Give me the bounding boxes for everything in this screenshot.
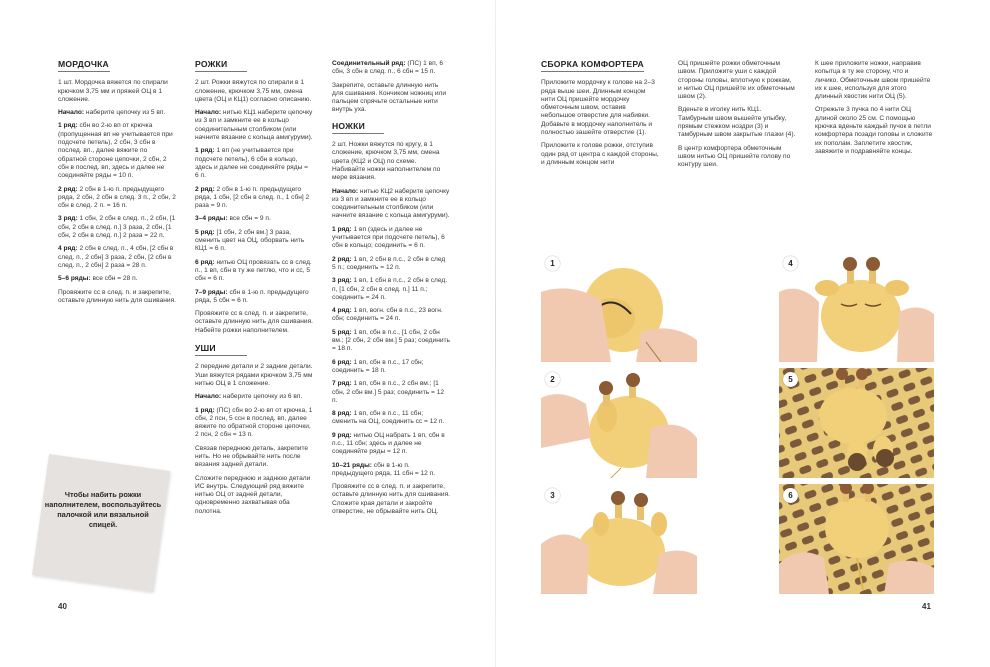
tip-text: Чтобы набить рожки наполнителем, воспользуйтесь палочкой или вязальной спицей. [44,490,162,529]
nozhki-start: Начало: нитью КЦ2 наберите цепочку из 3 вп и замкните ее в кольцо соединительным столбиком (или начните вязание с кольца амигуруми). [332,187,450,220]
mordochka-row-2: 2 ряд: 2 сбн в 1-ю п. предыдущего ряда, 2 сбн, 2 сбн в след. 3 п., 2 сбн, 2 сбн в след. 2 п. = 16 п. [58,185,176,210]
photo-number-3: 3 [545,488,560,503]
nozhki-row-6: 6 ряд: 1 вп, сбн в п.с., 17 сбн; соединить = 18 п. [332,358,424,374]
photo-step-2 [541,368,697,478]
photo-step-6 [779,484,934,594]
nozhki-closing: Провяжите сс в след. п. и закрепите, оставьте длинную нить для сшивания. Сложите края детали и закройте отверстие, не обрывайте нить ОЦ. [332,483,450,516]
photo-step-4 [779,252,934,362]
rozhki-row-1: 1 ряд: 1 вп (не учитывается при подсчете петель), 6 сбн в кольцо, здесь и далее не соединяйте ряды = 6 п. [195,147,309,180]
page-number-left: 40 [58,602,67,611]
soed-closing: Закрепите, оставьте длинную нить для сшивания. Кончиком ножниц или пальцем спрячьте остальные нити внутрь уха. [332,81,447,114]
mordochka-row-4: 4 ряд: 2 сбн в след. п., 4 сбн, [2 сбн в след. п., 2 сбн] 3 раза, 2 сбн, [2 сбн в след. п., 2 сбн] 2 раза = 28 п. [58,245,174,269]
mordochka-intro: 1 шт. Мордочка вяжется по спирали крючком 3,75 мм и пряжей ОЦ в 1 сложение. [58,79,168,103]
sborka-col3-para-1: К шее приложите ножки, направив копытца в ту же сторону, что и личико. Обметочным швом пришейте их к шее, используя для этого длинный хвостик нити ОЦ (5). [815,60,931,101]
rozhki-row-4: 5 ряд: [1 сбн, 2 сбн вм.] 3 раза, сменить цвет на ОЦ, оборвать нить КЦ1 = 6 п. [195,228,305,253]
sborka-col2-para-3: В центр комфортера обметочным швом нитью ОЦ пришейте голову по контуру шеи. [678,144,791,169]
photo-step-3-image [541,484,697,594]
mordochka-start: Начало: наберите цепочку из 5 вп. [58,109,166,117]
photo-step-2-image [541,368,697,478]
photo-number-5: 5 [783,372,798,387]
rozhki-start: Начало: нитью КЦ1 наберите цепочку из 3 вп и замкните ее в кольцо соединительным столбиком (или начните вязание с кольца амигуруми). [195,109,313,142]
ushi-intro: 2 передние детали и 2 задние детали. Уши вяжутся рядами крючком 3,75 мм нитью ОЦ в 1 сложение. [195,363,313,387]
nozhki-row-4: 4 ряд: 1 вп, вогн. сбн в п.с., 23 вогн. сбн; соединить = 24 п. [332,307,443,323]
ushi-para-1: Связав переднюю деталь, закрепите нить. Но не обрывайте нить после вязания задней детали. [195,444,309,469]
photo-step-5 [779,368,934,478]
ushi-para-2: Сложите переднюю и заднюю детали ИС внутрь. Следующий ряд вяжите нитью ОЦ от задней детали, одновременно захватывая оба полотна. [195,474,311,515]
nozhki-row-8: 8 ряд: 1 вп, сбн в п.с., 11 сбн; сменить на ОЦ, соединить сс = 12 п. [332,410,445,426]
photo-step-4-image [779,252,934,362]
rozhki-intro: 2 шт. Рожки вяжутся по спирали в 1 сложение, крючком 3,75 мм, смена цвета (ОЦ и КЦ1) согласно описанию. [195,79,312,103]
sborka-col3-para-2: Отрежьте 3 пучка по 4 нити ОЦ длиной около 25 см. С помощью крючка вденьте каждый пучок в петли комфортера позади головы и сложите их пополам. Заплетите хвостик, завяжите и подравняйте концы. [815,106,933,155]
ushi-row-1: 1 ряд: (ПС) сбн во 2-ю вп от крючка, 1 сбн, 2 псн, 5 ссн в послед. вп, далее вяжите по обратной стороне цепочки, 2 псн, 2 сбн = 13 п. [195,406,313,439]
heading-mordochka: МОРДОЧКА [58,60,110,72]
heading-rozhki: РОЖКИ [195,60,247,72]
gutter [495,0,496,667]
mordochka-row-1: 1 ряд: сбн во 2-ю вп от крючка (пропущенная вп не учитывается при подсчете петель), 2 сбн, 3 сбн в послед. вп., далее вяжите по обратной стороне цепочки, 2 сбн, 2 сбн в послед. вп, здесь и далее не соединяйте ряды = 10 п. [58,122,173,180]
sborka-col2-para-2: Вденьте в иголку нить КЦ1. Тамбурным швом вышейте улыбку, прямым стежком ноздри (3) и тамбурным швом закрытые глазки (4). [678,106,796,139]
photo-step-1-image [541,252,697,362]
heading-nozhki: НОЖКИ [332,122,384,134]
photo-number-4: 4 [783,256,798,271]
column-mordochka [58,60,176,310]
nozhki-row-9: 9 ряд: нитью ОЦ набрать 1 вп, сбн в п.с., 11 сбн; здесь и далее не соединяйте ряды = 12 п. [332,431,445,456]
photo-step-5-image [779,368,934,478]
page-number-right: 41 [922,602,931,611]
heading-ushi: УШИ [195,344,247,356]
column-nozhki [332,60,450,521]
column-sborka-1 [541,60,659,172]
mordochka-closing: Провяжите сс в след. п. и закрепите, оставьте длинную нить для сшивания. [58,288,176,304]
photo-number-6: 6 [783,488,798,503]
sborka-col2-para-1: ОЦ пришейте рожки обметочным швом. Приложите уши с каждой стороны головы, вплотную к рожкам, и нитью ОЦ пришейте их обметочным швом (2). [678,60,795,101]
soed-row: Соединительный ряд: (ПС) 1 вп, 6 сбн, 3 сбн в след. п., 6 сбн = 15 п. [332,60,444,76]
photo-step-1 [541,252,697,362]
nozhki-row-7: 7 ряд: 1 вп, сбн в п.с., 2 сбн вм.; [1 сбн, 2 сбн вм.] 5 раз; соединить = 12 п. [332,380,445,404]
rozhki-row-3: 3–4 ряды: все сбн = 9 п. [195,215,271,223]
photo-step-3 [541,484,697,594]
nozhki-row-1: 1 ряд: 1 вп (здесь и далее не учитывается при подсчете петель), 6 сбн в кольцо; соединить = 6 п. [332,225,445,250]
nozhki-row-3: 3 ряд: 1 вп, 1 сбн в п.с., 2 сбн в след. п, [1 сбн, 2 сбн в след. п.] 11 п.; соединить = 24 п. [332,277,448,301]
rozhki-row-5: 6 ряд: нитью ОЦ провязать сс в след. п., 1 вп, сбн в ту же петлю, что и сс, 5 сбн = 6 п. [195,258,312,283]
ushi-start: Начало: наберите цепочку из 6 вп. [195,393,303,401]
sborka-para-1: Приложите мордочку к голове на 2–3 ряда выше шеи. Длинным концом нити ОЦ пришейте мордочку обметочным швом, оставив небольшое отверстие для набивки. Добавьте в мордочку наполнитель и полностью зашейте отверстие (1). [541,79,655,137]
mordochka-row-5: 5–6 ряды: все сбн = 28 п. [58,275,138,283]
column-rozhki [195,60,313,521]
mordochka-row-3: 3 ряд: 1 сбн, 2 сбн в след. п., 2 сбн, [1 сбн, 2 сбн в след. п.] 3 раза, 2 сбн, [1 сбн, 2 сбн в след. п.] 2 раза = 22 п. [58,215,176,240]
nozhki-row-10: 10–21 ряды: сбн в 1-ю п. предыдущего ряда, 11 сбн = 12 п. [332,461,436,477]
nozhki-row-2: 2 ряд: 1 вп, 2 сбн в п.с., 2 сбн в след 5 п.; соединить = 12 п. [332,255,446,271]
rozhki-closing: Провяжите сс в след. п. и закрепите, оставьте длинную нить для сшивания. Набейте рожки наполнителем. [195,310,313,334]
column-sborka-2 [678,60,796,175]
nozhki-row-5: 5 ряд: 1 вп, сбн в п.с., [1 сбн, 2 сбн вм.; [2 сбн, 2 сбн вм.] 5 раз; соединить = 18 п. [332,328,450,353]
sborka-para-2: Приложите к голове рожки, отступив один ряд от центра с каждой стороны, и длинным концом нити [541,142,659,166]
column-sborka-3 [815,60,933,161]
nozhki-intro: 2 шт. Ножки вяжутся по кругу, в 1 сложение, крючком 3,75 мм, смена цвета (КЦ2 и ОЦ) по схеме. Набивайте ножки наполнителем по мере вязания. [332,141,441,182]
photo-number-1: 1 [545,256,560,271]
rozhki-row-2: 2 ряд: 2 сбн в 1-ю п. предыдущего ряда, 1 сбн, [2 сбн в след. п., 1 сбн] 2 раза = 9 п. [195,185,310,210]
rozhki-row-6: 7–9 ряды: сбн в 1-ю п. предыдущего ряда, 5 сбн = 6 п. [195,288,309,304]
photo-step-6-image [779,484,934,594]
heading-sborka: СБОРКА КОМФОРТЕРА [541,60,644,72]
photo-number-2: 2 [545,372,560,387]
